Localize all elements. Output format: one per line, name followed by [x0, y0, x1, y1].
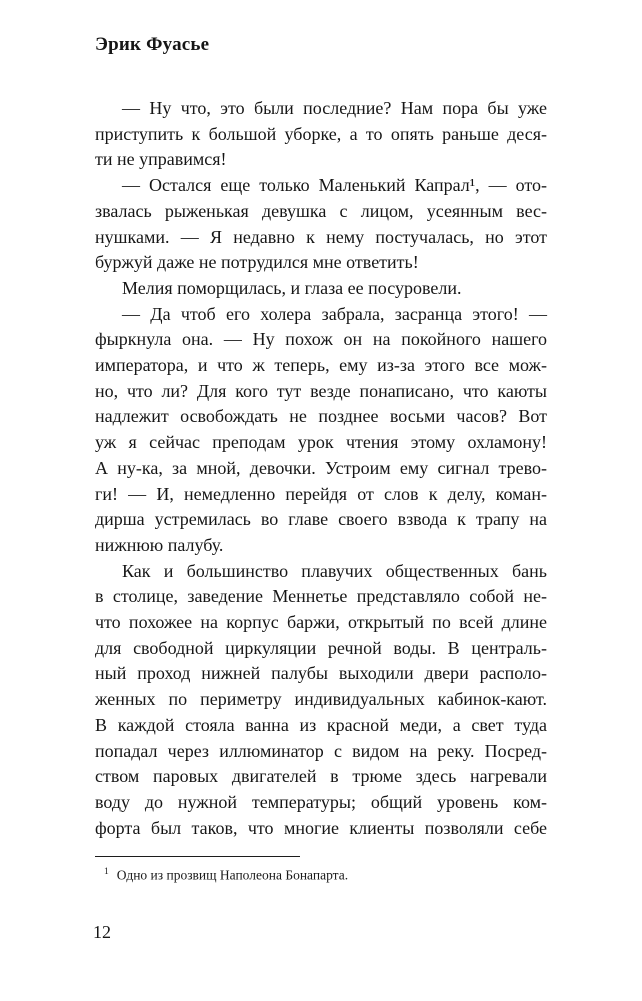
- text-line: — Да чтоб его холера забрала, засранца этого! —: [122, 303, 547, 324]
- text-line: но, что ли? Для кого тут везде понаписано, что каюты: [95, 380, 547, 401]
- text-line: А ну-ка, за мной, девочки. Устроим ему сигнал трево-: [95, 457, 547, 478]
- text-line: форта был таков, что многие клиенты позволяли себе: [95, 817, 547, 838]
- paragraph: [95, 96, 547, 173]
- text-line: дирша устремилась во главе своего взвода к трапу на: [95, 509, 547, 530]
- running-header-author: Эрик Фуасье: [95, 34, 210, 55]
- page-number: 12: [93, 922, 111, 942]
- text-line: Как и большинство плавучих общественных бань: [122, 560, 547, 581]
- text-line: императора, и что ж теперь, ему из-за этого все мож-: [95, 355, 547, 376]
- text-line: надлежит освобождать не позднее восьми часов? Вот: [95, 406, 547, 427]
- text-line: — Остался еще только Маленький Капрал¹, — ото-: [122, 175, 547, 196]
- text-line: Мелия поморщилась, и глаза ее посуровели.: [122, 277, 462, 298]
- paragraph: [95, 276, 547, 302]
- text-line: ги! — И, немедленно перейдя от слов к делу, коман-: [95, 483, 547, 504]
- paragraph: [95, 302, 547, 559]
- text-line: в столице, заведение Меннетье представляло собой не-: [95, 586, 547, 607]
- text-line: что похожее на корпус баржи, открытый по всей длине: [95, 612, 547, 633]
- text-line: — Ну что, это были последние? Нам пора бы уже: [122, 98, 547, 118]
- footnote-marker: 1: [104, 867, 109, 878]
- footnote-separator: [95, 856, 300, 857]
- text-line: нушками. — Я недавно к нему постучалась, но этот: [95, 226, 547, 247]
- paragraph: [95, 559, 547, 842]
- text-line: для свободной циркуляции речной воды. В централь-: [95, 637, 547, 658]
- text-line: приступить к большой уборке, а то опять раньше деся-: [95, 123, 547, 144]
- text-line: нижнюю палубу.: [95, 534, 224, 555]
- text-line: ством паровых двигателей в трюме здесь нагревали: [95, 766, 547, 787]
- text-line: попадал через иллюминатор с видом на реку. Посред-: [95, 740, 547, 761]
- text-line: женных по периметру индивидуальных кабинок-кают.: [95, 689, 547, 710]
- footnote: [95, 864, 547, 884]
- text-line: воду до нужной температуры; общий уровень ком-: [95, 791, 547, 812]
- text-line: ный проход нижней палубы выходили двери располо-: [95, 663, 547, 684]
- body-text: [95, 96, 547, 841]
- text-line: В каждой стояла ванна из красной меди, а свет туда: [95, 714, 547, 735]
- text-line: буржуй даже не потрудился мне ответить!: [95, 252, 419, 273]
- text-line: ти не управимся!: [95, 149, 227, 170]
- text-line: фыркнула она. — Ну похож он на покойного нашего: [95, 329, 547, 350]
- paragraph: [95, 173, 547, 276]
- footnote-text: Одно из прозвищ Наполеона Бонапарта.: [116, 867, 349, 883]
- text-line: уж я сейчас преподам урок чтения этому охламону!: [95, 432, 547, 453]
- text-line: звалась рыженькая девушка с лицом, усеянным вес-: [95, 200, 547, 221]
